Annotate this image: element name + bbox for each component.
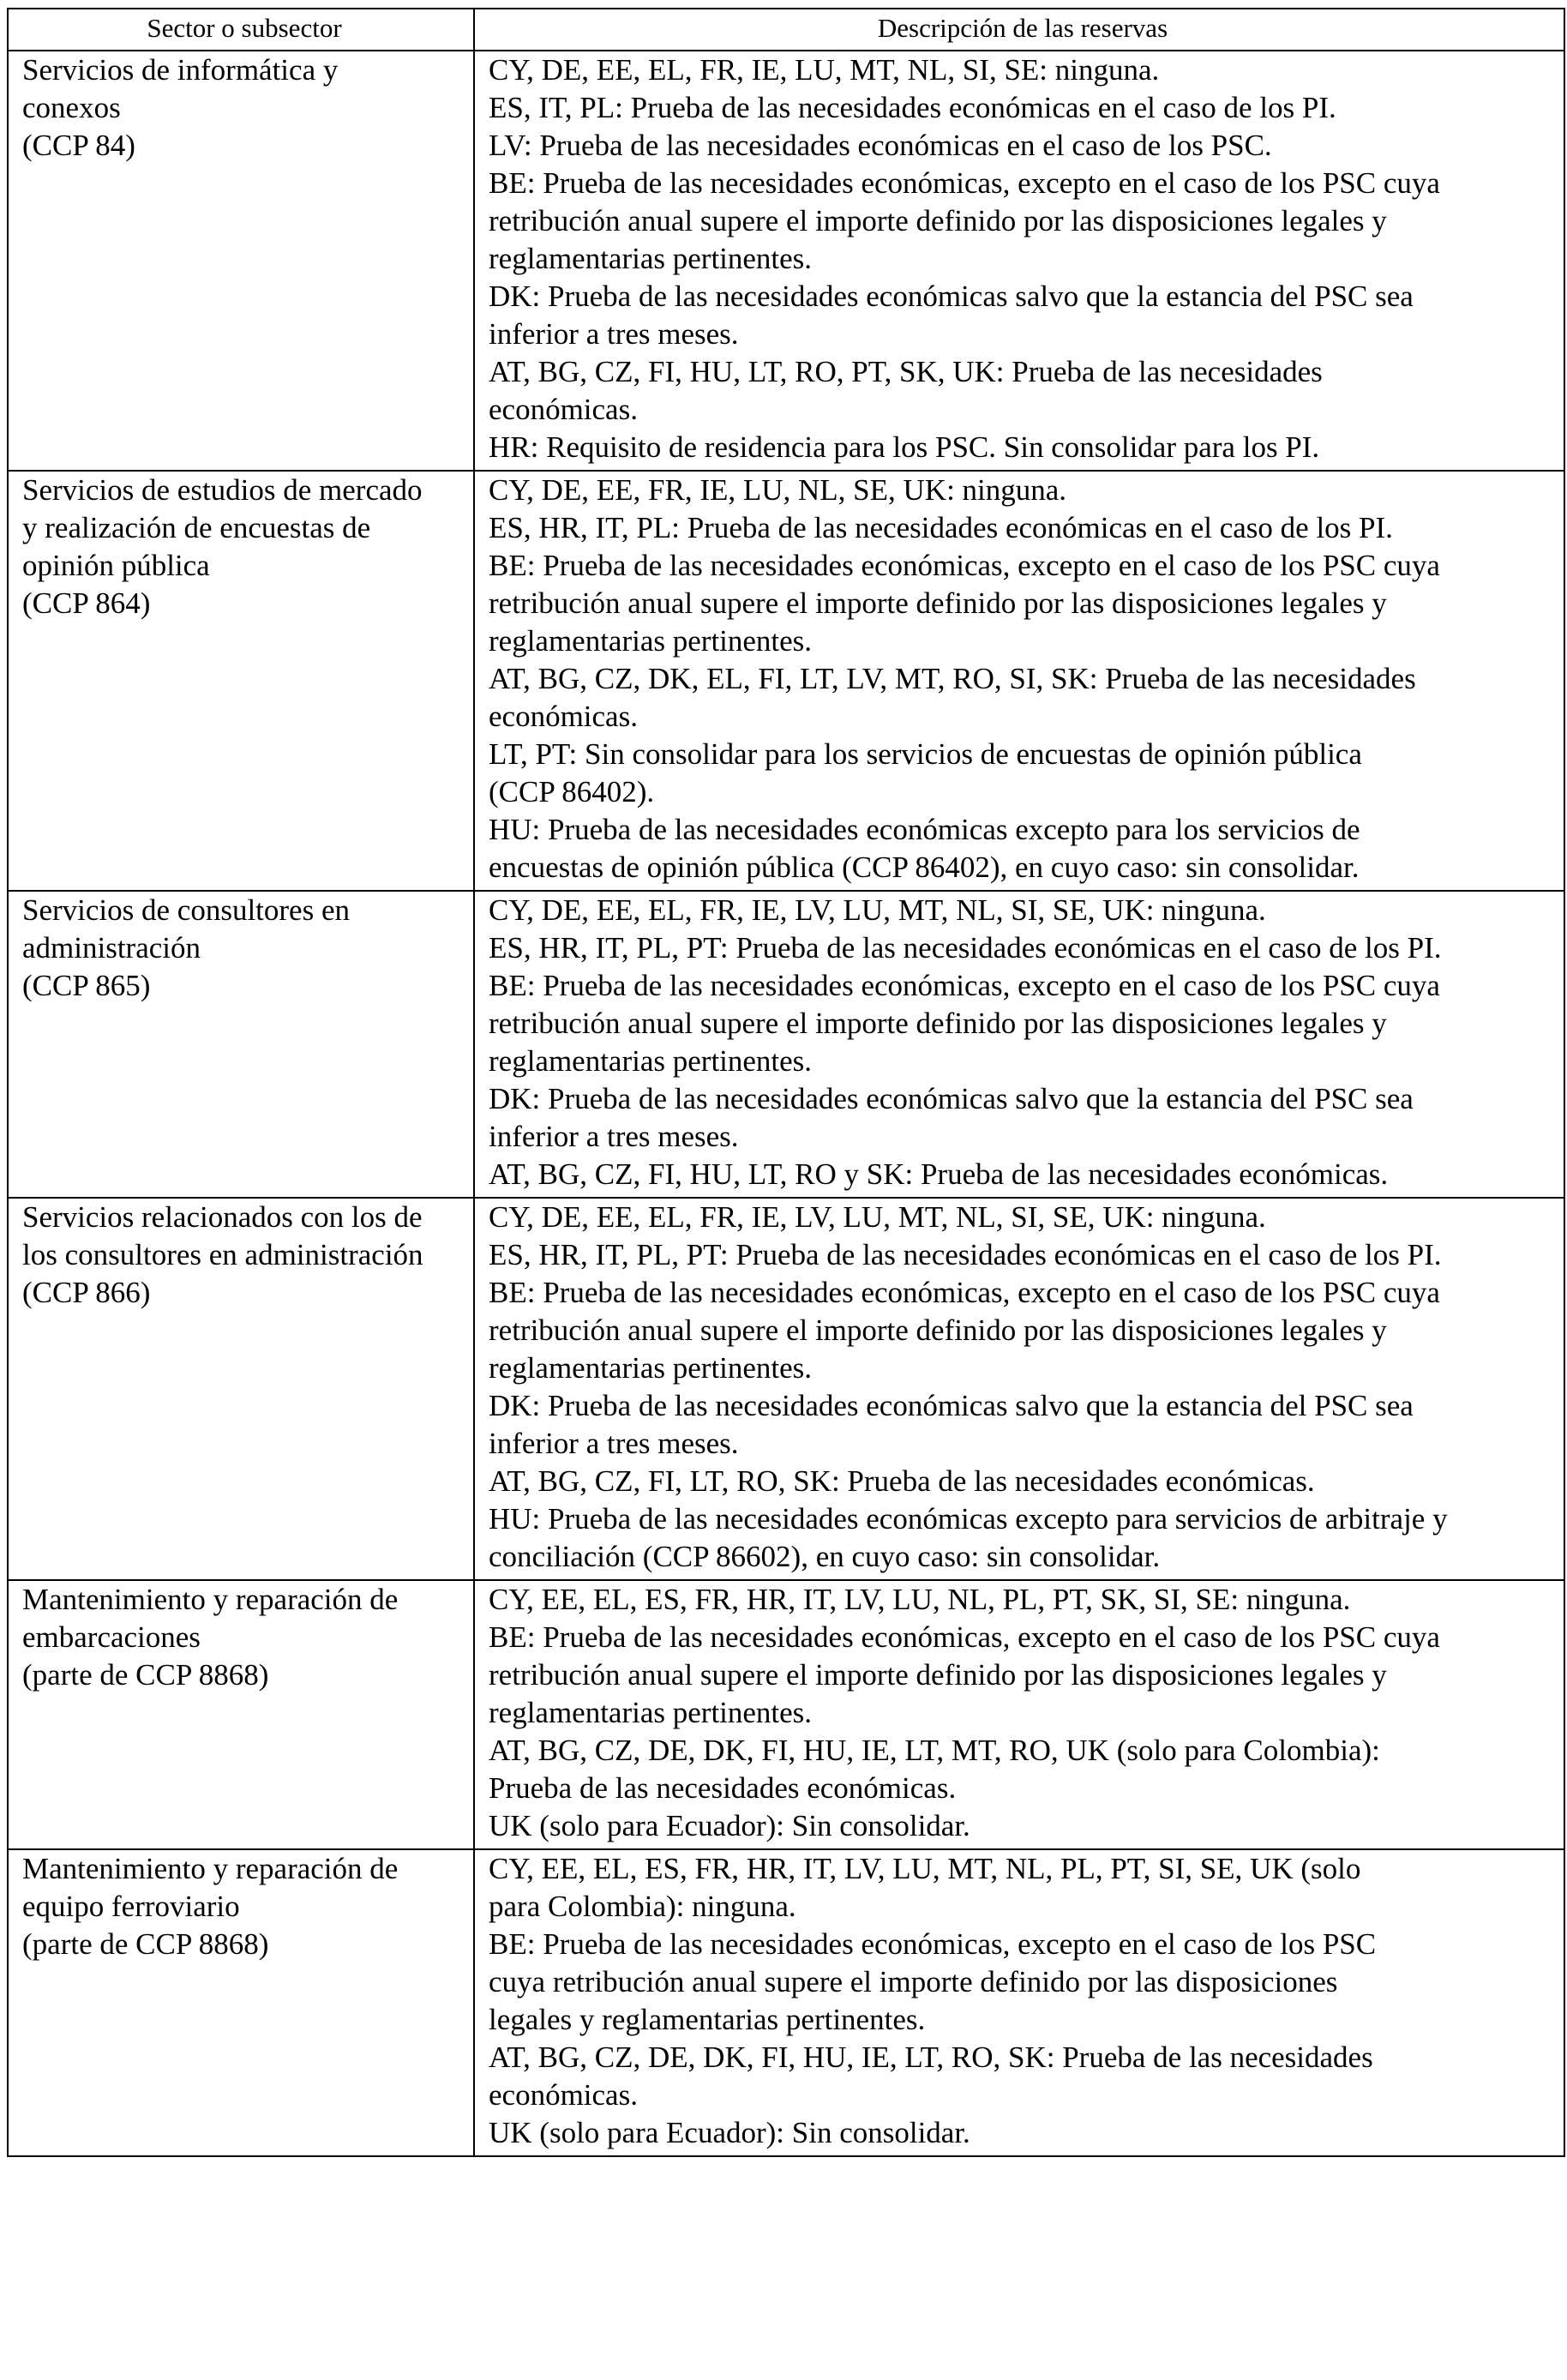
sector-line: embarcaciones xyxy=(22,1620,201,1654)
description-line: HU: Prueba de las necesidades económicas excepto para los servicios de xyxy=(489,813,1360,846)
description-line: BE: Prueba de las necesidades económicas, excepto en el caso de los PSC xyxy=(489,1927,1377,1961)
description-line: CY, EE, EL, ES, FR, HR, IT, LV, LU, MT, NL, PL, PT, SI, SE, UK (solo xyxy=(489,1852,1361,1885)
description-line: HR: Requisito de residencia para los PSC. Sin consolidar para los PI. xyxy=(489,430,1320,464)
description-line: reglamentarias pertinentes. xyxy=(489,1696,813,1729)
table-row xyxy=(8,1580,1564,1849)
sector-line: (parte de CCP 8868) xyxy=(22,1927,269,1961)
sector-cell xyxy=(8,1198,474,1580)
description-line: BE: Prueba de las necesidades económicas, excepto en el caso de los PSC cuya xyxy=(489,969,1440,1002)
sector-cell xyxy=(8,471,474,891)
description-line: AT, BG, CZ, DE, DK, FI, HU, IE, LT, RO, SK: Prueba de las necesidades xyxy=(489,2040,1373,2074)
description-line: retribución anual supere el importe definido por las disposiciones legales y xyxy=(489,1313,1387,1347)
description-cell xyxy=(474,51,1564,471)
sector-cell xyxy=(8,1580,474,1849)
description-cell xyxy=(474,471,1564,891)
description-line: legales y reglamentarias pertinentes. xyxy=(489,2003,926,2036)
description-cell xyxy=(474,891,1564,1198)
description-line: AT, BG, CZ, FI, HU, LT, RO, PT, SK, UK: Prueba de las necesidades xyxy=(489,355,1323,388)
sector-line: (CCP 84) xyxy=(22,129,135,162)
sector-cell xyxy=(8,51,474,471)
description-line: AT, BG, CZ, FI, HU, LT, RO y SK: Prueba de las necesidades económicas. xyxy=(489,1157,1389,1191)
description-line: DK: Prueba de las necesidades económicas salvo que la estancia del PSC sea xyxy=(489,1389,1414,1422)
description-cell xyxy=(474,1849,1564,2156)
description-line: reglamentarias pertinentes. xyxy=(489,242,813,275)
description-line: BE: Prueba de las necesidades económicas, excepto en el caso de los PSC cuya xyxy=(489,549,1440,582)
sector-line: administración xyxy=(22,931,201,965)
description-line: conciliación (CCP 86602), en cuyo caso: sin consolidar. xyxy=(489,1540,1161,1573)
description-line: reglamentarias pertinentes. xyxy=(489,624,813,658)
description-line: ES, HR, IT, PL: Prueba de las necesidades económicas en el caso de los PI. xyxy=(489,511,1393,544)
sector-cell xyxy=(8,1849,474,2156)
sector-line: equipo ferroviario xyxy=(22,1890,240,1923)
sector-line: Servicios de estudios de mercado xyxy=(22,473,423,507)
sector-line: Servicios de informática y xyxy=(22,53,339,87)
description-line: ES, HR, IT, PL, PT: Prueba de las necesidades económicas en el caso de los PI. xyxy=(489,1238,1442,1271)
description-line: encuestas de opinión pública (CCP 86402), en cuyo caso: sin consolidar. xyxy=(489,850,1360,884)
description-line: retribución anual supere el importe definido por las disposiciones legales y xyxy=(489,1658,1387,1692)
description-line: BE: Prueba de las necesidades económicas, excepto en el caso de los PSC cuya xyxy=(489,1276,1440,1309)
sector-cell xyxy=(8,891,474,1198)
description-line: retribución anual supere el importe definido por las disposiciones legales y xyxy=(489,586,1387,620)
description-line: CY, DE, EE, FR, IE, LU, NL, SE, UK: ninguna. xyxy=(489,473,1067,507)
description-line: inferior a tres meses. xyxy=(489,1120,739,1153)
table-row xyxy=(8,891,1564,1198)
sector-line: conexos xyxy=(22,91,121,124)
sector-line: opinión pública xyxy=(22,549,210,582)
description-line: DK: Prueba de las necesidades económicas salvo que la estancia del PSC sea xyxy=(489,279,1414,313)
sector-line: Servicios de consultores en xyxy=(22,893,350,927)
description-line: LT, PT: Sin consolidar para los servicios de encuestas de opinión pública xyxy=(489,737,1362,771)
description-line: para Colombia): ninguna. xyxy=(489,1890,796,1923)
description-line: AT, BG, CZ, DE, DK, FI, HU, IE, LT, MT, RO, UK (solo para Colombia): xyxy=(489,1734,1380,1767)
description-line: reglamentarias pertinentes. xyxy=(489,1044,813,1078)
sector-line: (CCP 865) xyxy=(22,969,151,1002)
description-line: CY, DE, EE, EL, FR, IE, LU, MT, NL, SI, SE: ninguna. xyxy=(489,53,1160,87)
description-line: cuya retribución anual supere el importe definido por las disposiciones xyxy=(489,1965,1338,1998)
description-line: LV: Prueba de las necesidades económicas en el caso de los PSC. xyxy=(489,129,1272,162)
description-line: CY, DE, EE, EL, FR, IE, LV, LU, MT, NL, SI, SE, UK: ninguna. xyxy=(489,893,1266,927)
description-line: inferior a tres meses. xyxy=(489,317,739,351)
description-line: económicas. xyxy=(489,2078,638,2112)
description-line: CY, DE, EE, EL, FR, IE, LV, LU, MT, NL, SI, SE, UK: ninguna. xyxy=(489,1200,1266,1234)
description-cell xyxy=(474,1580,1564,1849)
description-line: UK (solo para Ecuador): Sin consolidar. xyxy=(489,2116,970,2149)
description-line: ES, IT, PL: Prueba de las necesidades económicas en el caso de los PI. xyxy=(489,91,1336,124)
sector-line: los consultores en administración xyxy=(22,1238,423,1271)
description-line: AT, BG, CZ, DK, EL, FI, LT, LV, MT, RO, SI, SK: Prueba de las necesidades xyxy=(489,662,1416,695)
description-line: Prueba de las necesidades económicas. xyxy=(489,1771,957,1805)
table-row xyxy=(8,51,1564,471)
sector-line: (parte de CCP 8868) xyxy=(22,1658,269,1692)
description-line: retribución anual supere el importe definido por las disposiciones legales y xyxy=(489,204,1387,237)
description-line: (CCP 86402). xyxy=(489,775,655,808)
description-line: AT, BG, CZ, FI, LT, RO, SK: Prueba de las necesidades económicas. xyxy=(489,1464,1315,1498)
table-header-row xyxy=(8,9,1564,51)
sector-line: y realización de encuestas de xyxy=(22,511,371,544)
table-row xyxy=(8,1198,1564,1580)
header-sector: Sector o subsector xyxy=(8,9,474,51)
description-line: BE: Prueba de las necesidades económicas, excepto en el caso de los PSC cuya xyxy=(489,1620,1440,1654)
description-line: económicas. xyxy=(489,700,638,733)
header-description: Descripción de las reservas xyxy=(474,9,1564,51)
description-line: CY, EE, EL, ES, FR, HR, IT, LV, LU, NL, PL, PT, SK, SI, SE: ninguna. xyxy=(489,1583,1351,1616)
table-row xyxy=(8,471,1564,891)
sector-line: Mantenimiento y reparación de xyxy=(22,1583,399,1616)
sector-line: (CCP 866) xyxy=(22,1276,151,1309)
description-line: inferior a tres meses. xyxy=(489,1427,739,1460)
description-line: retribución anual supere el importe definido por las disposiciones legales y xyxy=(489,1007,1387,1040)
sector-line: (CCP 864) xyxy=(22,586,151,620)
description-line: BE: Prueba de las necesidades económicas, excepto en el caso de los PSC cuya xyxy=(489,166,1440,200)
description-line: económicas. xyxy=(489,393,638,426)
description-line: UK (solo para Ecuador): Sin consolidar. xyxy=(489,1809,970,1842)
description-cell xyxy=(474,1198,1564,1580)
description-line: ES, HR, IT, PL, PT: Prueba de las necesidades económicas en el caso de los PI. xyxy=(489,931,1442,965)
reservations-table xyxy=(7,8,1565,2157)
description-line: DK: Prueba de las necesidades económicas salvo que la estancia del PSC sea xyxy=(489,1082,1414,1115)
sector-line: Mantenimiento y reparación de xyxy=(22,1852,399,1885)
sector-line: Servicios relacionados con los de xyxy=(22,1200,423,1234)
description-line: reglamentarias pertinentes. xyxy=(489,1351,813,1385)
table-row xyxy=(8,1849,1564,2156)
description-line: HU: Prueba de las necesidades económicas excepto para servicios de arbitraje y xyxy=(489,1502,1448,1536)
table-body xyxy=(8,51,1564,2156)
